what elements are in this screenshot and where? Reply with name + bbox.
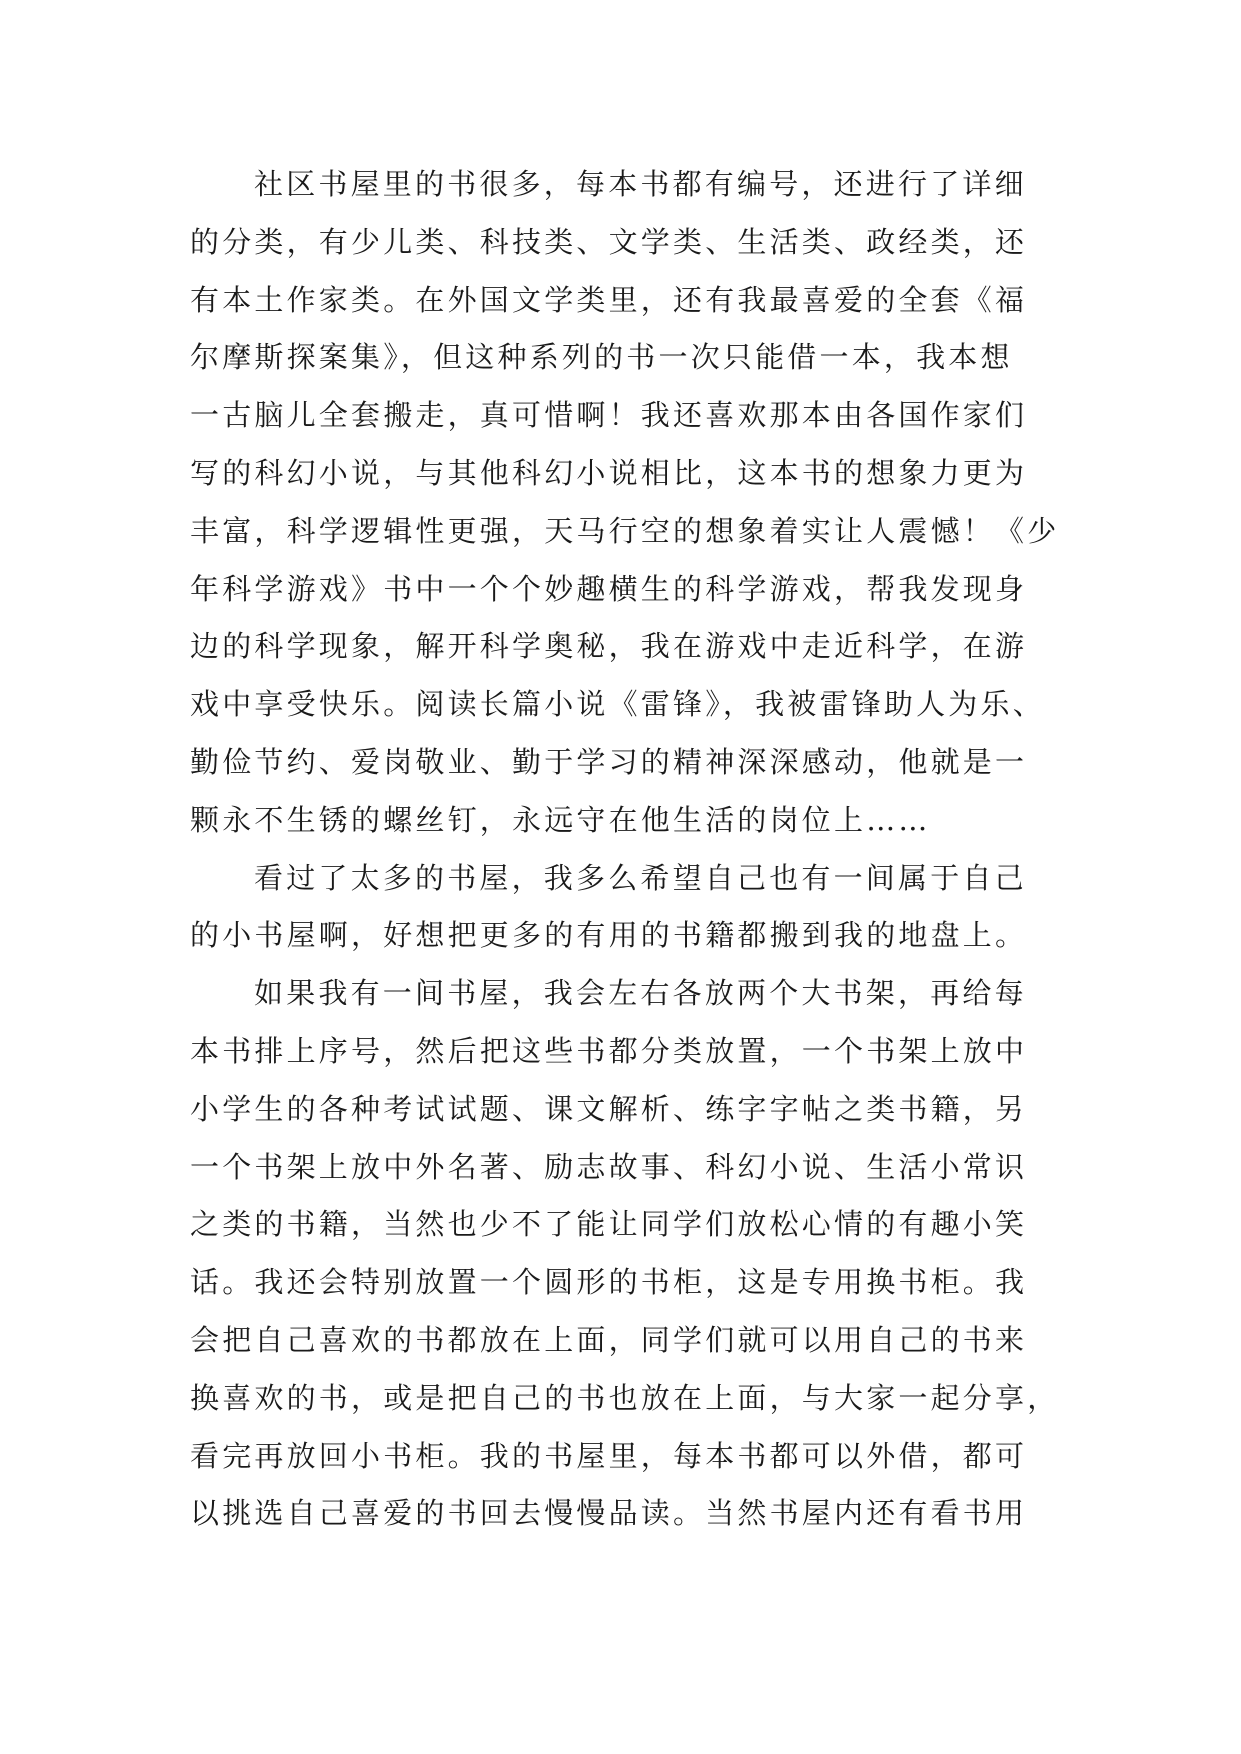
text-line: 之类的书籍，当然也少不了能让同学们放松心情的有趣小笑 [190, 1207, 1028, 1242]
text-line: 话。我还会特别放置一个圆形的书柜，这是专用换书柜。我 [190, 1265, 1028, 1300]
text-line: 看完再放回小书柜。我的书屋里，每本书都可以外借，都可 [190, 1438, 1028, 1473]
paragraph-if-i-had-library [190, 965, 1060, 1543]
text-line: 写的科幻小说，与其他科幻小说相比，这本书的想象力更为 [190, 455, 1028, 490]
text-line: 一个书架上放中外名著、励志故事、科幻小说、生活小常识 [190, 1149, 1028, 1184]
text-line: 勤俭节约、爱岗敬业、勤于学习的精神深深感动，他就是一 [190, 744, 1028, 779]
paragraph-community-library [190, 156, 1060, 850]
text-line: 社区书屋里的书很多，每本书都有编号，还进行了详细 [254, 167, 1027, 201]
text-line: 颗永不生锈的螺丝钉，永远守在他生活的岗位上…… [190, 802, 931, 837]
text-line: 看过了太多的书屋，我多么希望自己也有一间属于自己 [254, 860, 1027, 895]
paragraph-wish-own-library [190, 850, 1050, 966]
text-line: 如果我有一间书屋，我会左右各放两个大书架，再给每 [254, 976, 1027, 1011]
text-line: 边的科学现象，解开科学奥秘，我在游戏中走近科学，在游 [190, 629, 1028, 664]
body-text [190, 156, 1060, 1543]
text-line: 年科学游戏》书中一个个妙趣横生的科学游戏，帮我发现身 [190, 571, 1028, 606]
text-line: 尔摩斯探案集》，但这种系列的书一次只能借一本，我本想 [190, 340, 1013, 375]
text-line: 的小书屋啊，好想把更多的有用的书籍都搬到我的地盘上。 [190, 918, 1028, 953]
text-line: 换喜欢的书，或是把自己的书也放在上面，与大家一起分享， [190, 1380, 1060, 1415]
text-line: 会把自己喜欢的书都放在上面，同学们就可以用自己的书来 [190, 1322, 1028, 1357]
text-line: 的分类，有少儿类、科技类、文学类、生活类、政经类，还 [190, 224, 1028, 259]
text-line: 丰富，科学逻辑性更强，天马行空的想象着实让人震憾！《少 [190, 513, 1060, 548]
text-line: 一古脑儿全套搬走，真可惜啊！我还喜欢那本由各国作家们 [190, 398, 1028, 433]
text-line: 以挑选自己喜爱的书回去慢慢品读。当然书屋内还有看书用 [190, 1496, 1028, 1531]
text-line: 戏中享受快乐。阅读长篇小说《雷锋》，我被雷锋助人为乐、 [190, 687, 1045, 722]
text-line: 小学生的各种考试试题、课文解析、练字字帖之类书籍，另 [190, 1091, 1028, 1126]
text-line: 有本土作家类。在外国文学类里，还有我最喜爱的全套《福 [190, 282, 1028, 317]
text-line: 本书排上序号，然后把这些书都分类放置，一个书架上放中 [190, 1033, 1028, 1068]
